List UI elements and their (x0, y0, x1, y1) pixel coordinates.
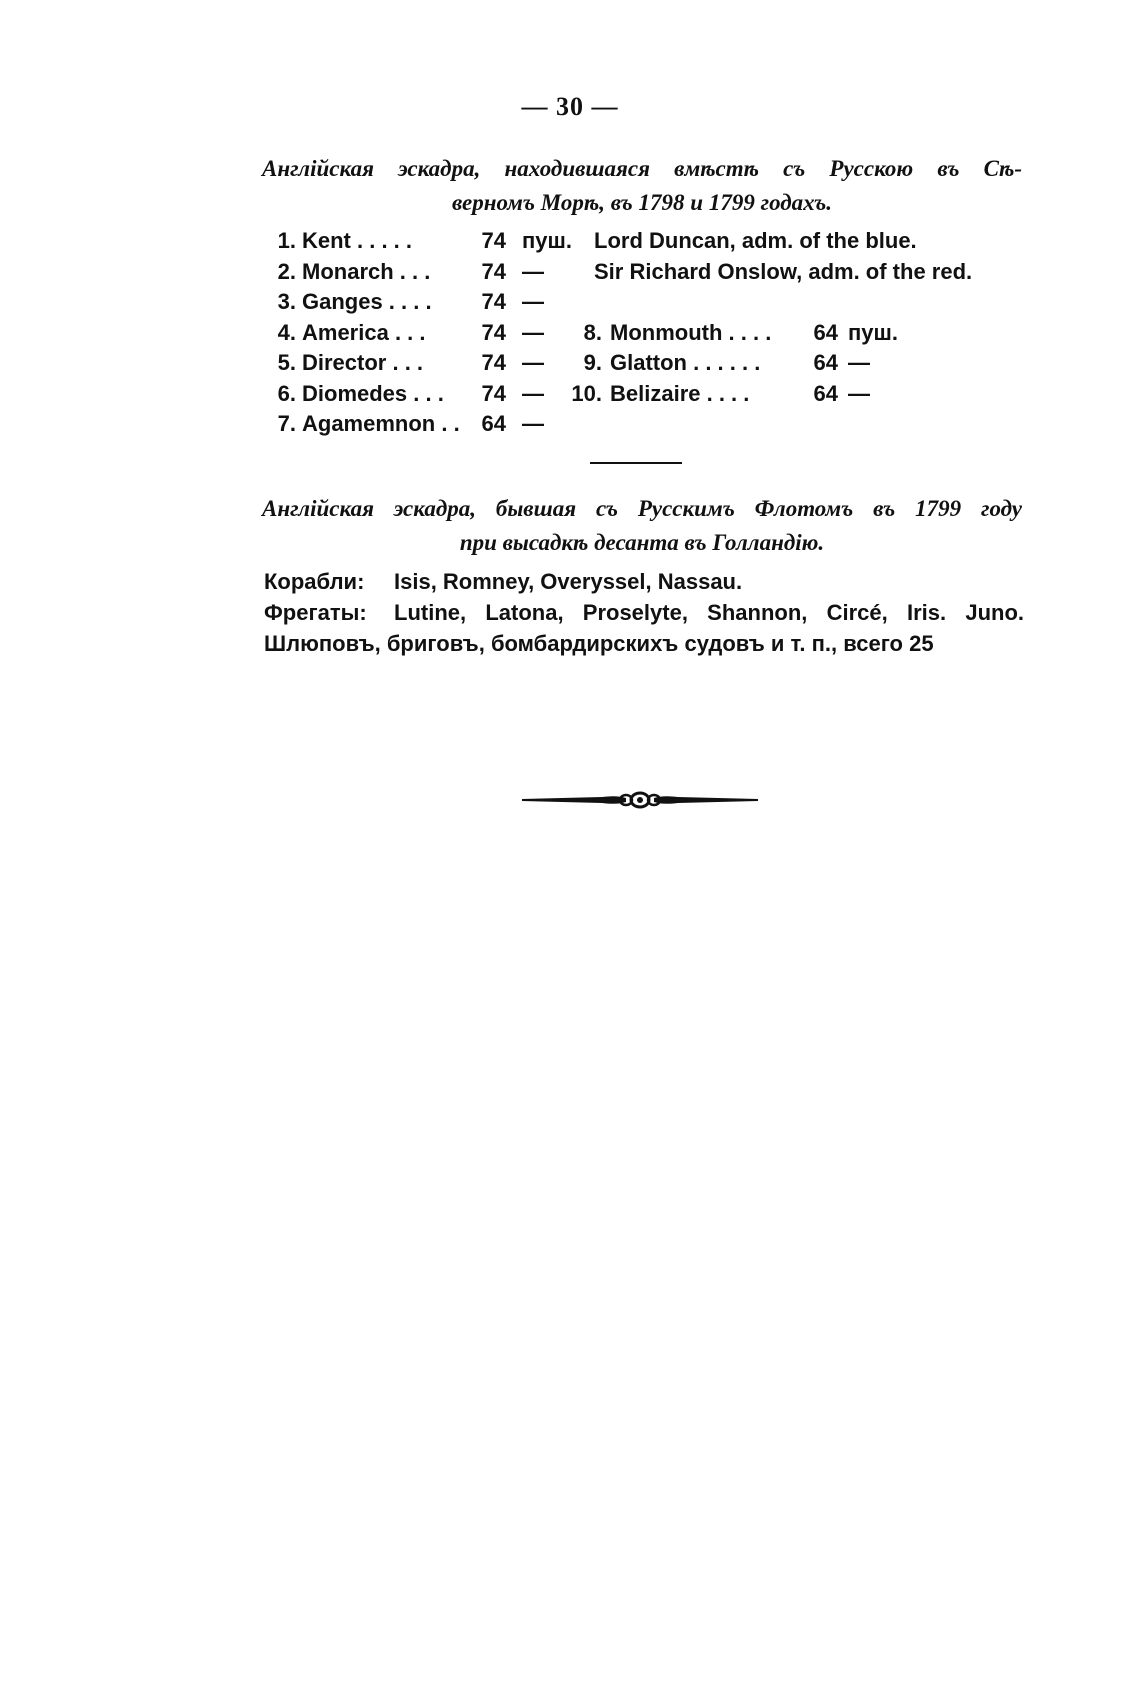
ship-unit: пуш. (522, 228, 572, 253)
ship-number: 3. (277, 289, 296, 314)
ship-name: Monmouth . . . . (610, 319, 772, 345)
section-divider (590, 462, 682, 464)
sloops-line: Шлюповъ, бриговъ, бомбардирскихъ судовъ и т. п., всего 25 (264, 631, 934, 656)
ship-guns: 64 (813, 319, 838, 345)
ships-value: Isis, Romney, Overyssel, Nassau. (394, 569, 743, 594)
ship-number: 6. (277, 380, 296, 406)
frigates-label: Фрегаты: (264, 600, 367, 625)
ship-name: Agamemnon . . (302, 411, 460, 436)
ship-guns: 74 (481, 380, 506, 406)
ship-unit: — (848, 350, 870, 375)
fleet-list (264, 226, 1044, 440)
frigates-value: Lutine, Latona, Proselyte, Shannon, Circé, Iris. Juno. (394, 600, 1024, 625)
ship-guns: 64 (813, 350, 838, 375)
squadron-list (264, 566, 1024, 659)
ship-number: 9. (583, 350, 602, 375)
ship-row (264, 257, 1044, 288)
ship-unit: — (522, 350, 544, 375)
ship-name: Kent . . . . . (302, 228, 413, 253)
ships-of-line-row (264, 566, 1024, 597)
admiral-note: Lord Duncan, adm. of the blue. (594, 228, 917, 253)
ship-unit: — (522, 289, 544, 314)
ship-name: Ganges . . . . (302, 289, 432, 314)
ship-guns: 74 (481, 350, 506, 375)
heading-line: при высадкѣ десанта въ Голландію. (459, 530, 825, 555)
ships-label: Корабли: (264, 569, 365, 594)
ship-row (264, 287, 1044, 318)
ship-guns: 74 (481, 319, 506, 345)
ship-number: 4. (277, 319, 296, 345)
heading-line: Англійская эскадра, находившаяся вмѣстѣ съ Русскою въ Сѣ- (262, 156, 1022, 181)
page-number: — 30 — (521, 92, 619, 121)
frigates-row (264, 597, 1024, 628)
section-heading-north-sea (262, 152, 1022, 220)
ship-unit: — (522, 411, 544, 436)
ship-row (264, 379, 1044, 410)
ship-unit: — (522, 258, 544, 284)
section-heading-holland (262, 492, 1022, 560)
ship-number: 5. (277, 350, 296, 375)
ship-number: 2. (277, 258, 296, 284)
ship-guns: 64 (481, 411, 506, 436)
ship-name: Glatton . . . . . . (610, 350, 761, 375)
ship-row (264, 348, 1044, 379)
ship-name: Monarch . . . (302, 258, 431, 284)
admiral-note: Sir Richard Onslow, adm. of the red. (594, 258, 973, 284)
ship-guns: 64 (813, 380, 838, 406)
ship-row (264, 409, 1044, 440)
ship-guns: 74 (481, 228, 506, 253)
ship-row (264, 318, 1044, 349)
ship-unit: — (848, 380, 870, 406)
heading-line: Англійская эскадра, бывшая съ Русскимъ Флотомъ въ 1799 году (262, 496, 1022, 521)
sloops-row (264, 628, 1024, 659)
ship-name: America . . . (302, 319, 426, 345)
ship-row (264, 226, 1044, 257)
ship-unit: — (522, 319, 544, 345)
ship-unit: пуш. (848, 319, 898, 345)
ship-number: 7. (277, 411, 296, 436)
ship-name: Belizaire . . . . (610, 380, 750, 406)
ship-number: 1. (277, 228, 296, 253)
heading-line: верномъ Морѣ, въ 1798 и 1799 годахъ. (452, 190, 832, 215)
ship-number: 10. (571, 380, 602, 406)
ornament-divider-icon (522, 786, 758, 814)
ship-unit: — (522, 380, 544, 406)
ship-guns: 74 (481, 258, 506, 284)
ship-name: Director . . . (302, 350, 424, 375)
ship-number: 8. (583, 319, 602, 345)
ship-name: Diomedes . . . (302, 380, 444, 406)
ship-guns: 74 (481, 289, 506, 314)
